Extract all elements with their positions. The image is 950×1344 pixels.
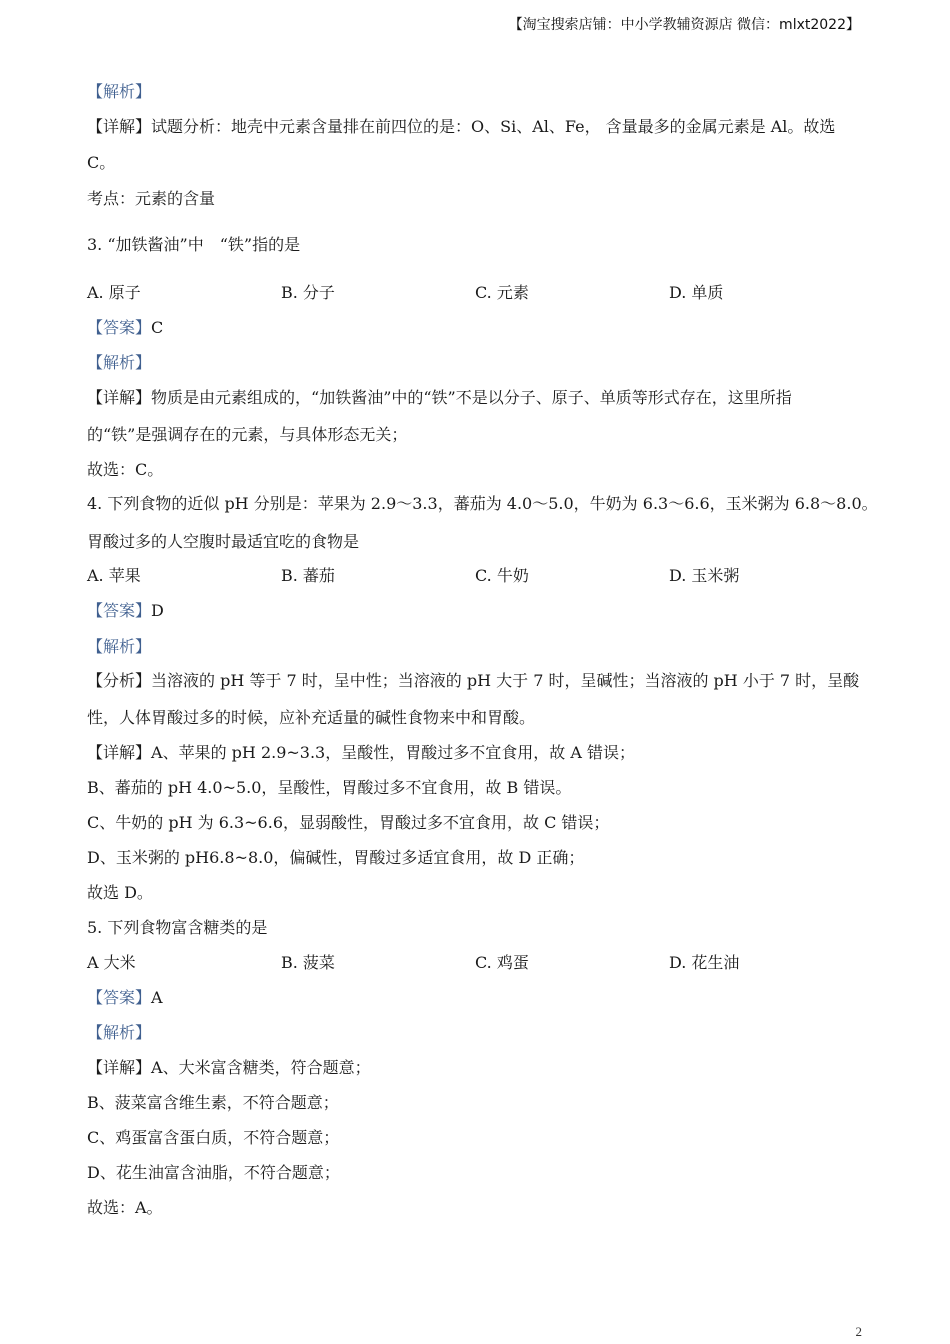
q4-detail-d: D、玉米粥的 pH6.8~8.0，偏碱性，胃酸过多适宜食用，故 D 正确； <box>87 848 585 867</box>
q5-analysis-heading: 【解析】 <box>87 1023 152 1042</box>
q4-option-d: D. 玉米粥 <box>669 566 740 585</box>
q5-detail-c: C、鸡蛋富含蛋白质，不符合题意； <box>87 1128 340 1147</box>
q4-detail-b: B、蕃茄的 pH 4.0~5.0，呈酸性，胃酸过多不宜食用，故 B 错误。 <box>87 778 572 797</box>
page-number: 2 <box>855 1324 862 1339</box>
q5-option-c: C. 鸡蛋 <box>475 953 529 972</box>
q4-analysis-heading: 【解析】 <box>87 637 152 656</box>
q5-detail-d: D、花生油富含油脂，不符合题意； <box>87 1163 340 1182</box>
q5-stem: 5. 下列食物富含糖类的是 <box>87 918 268 937</box>
q3-option-d: D. 单质 <box>669 283 724 302</box>
q5-detail-a: 【详解】A、大米富含糖类，符合题意； <box>87 1058 371 1077</box>
q4-analysis-line-1: 【分析】当溶液的 pH 等于 7 时，呈中性；当溶液的 pH 大于 7 时，呈碱性；当溶液的 pH 小于 7 时，呈酸 <box>87 671 860 690</box>
q3-conclusion: 故选：C。 <box>87 460 164 479</box>
q4-option-b: B. 蕃茄 <box>281 566 335 585</box>
q2-detail-line-2: C。 <box>87 153 116 172</box>
q4-option-a: A. 苹果 <box>87 566 141 585</box>
q5-detail-b: B、菠菜富含维生素，不符合题意； <box>87 1093 339 1112</box>
q5-option-a: A 大米 <box>87 953 136 972</box>
q4-option-c: C. 牛奶 <box>475 566 529 585</box>
q4-detail-a: 【详解】A、苹果的 pH 2.9~3.3，呈酸性，胃酸过多不宜食用，故 A 错误； <box>87 743 635 762</box>
q5-answer: 【答案】A <box>87 988 163 1007</box>
q4-conclusion: 故选 D。 <box>87 883 153 902</box>
q5-option-b: B. 菠菜 <box>281 953 335 972</box>
q4-stem-line-2: 胃酸过多的人空腹时最适宜吃的食物是 <box>87 532 360 551</box>
q3-detail-line-1: 【详解】物质是由元素组成的，“加铁酱油”中的“铁”不是以分子、原子、单质等形式存在，这里所指 <box>87 388 792 407</box>
q2-analysis-heading: 【解析】 <box>87 82 152 101</box>
page-header: 【淘宝搜索店铺：中小学教辅资源店 微信：mlxt2022】 <box>508 17 860 33</box>
q5-option-d: D. 花生油 <box>669 953 740 972</box>
q3-stem: 3. “加铁酱油”中 “铁”指的是 <box>87 235 301 254</box>
q3-analysis-heading: 【解析】 <box>87 353 152 372</box>
q2-kaodian: 考点：元素的含量 <box>87 189 216 208</box>
q4-detail-c: C、牛奶的 pH 为 6.3~6.6，显弱酸性，胃酸过多不宜食用，故 C 错误； <box>87 813 610 832</box>
q4-stem-line-1: 4. 下列食物的近似 pH 分别是：苹果为 2.9～3.3，蕃茄为 4.0～5.0，牛奶为 6.3～6.6，玉米粥为 6.8～8.0。 <box>87 494 878 513</box>
q3-detail-line-2: 的“铁”是强调存在的元素，与具体形态无关； <box>87 425 408 444</box>
q4-analysis-line-2: 性，人体胃酸过多的时候，应补充适量的碱性食物来中和胃酸。 <box>87 708 536 727</box>
q5-conclusion: 故选：A。 <box>87 1198 163 1217</box>
q3-option-a: A. 原子 <box>87 283 141 302</box>
q2-detail-line-1: 【详解】试题分析：地壳中元素含量排在前四位的是：O、Si、Al、Fe， 含量最多的金属元素是 Al。故选 <box>87 117 836 136</box>
q4-answer: 【答案】D <box>87 601 164 620</box>
q3-option-c: C. 元素 <box>475 283 529 302</box>
q3-answer: 【答案】C <box>87 318 164 337</box>
q3-option-b: B. 分子 <box>281 283 335 302</box>
